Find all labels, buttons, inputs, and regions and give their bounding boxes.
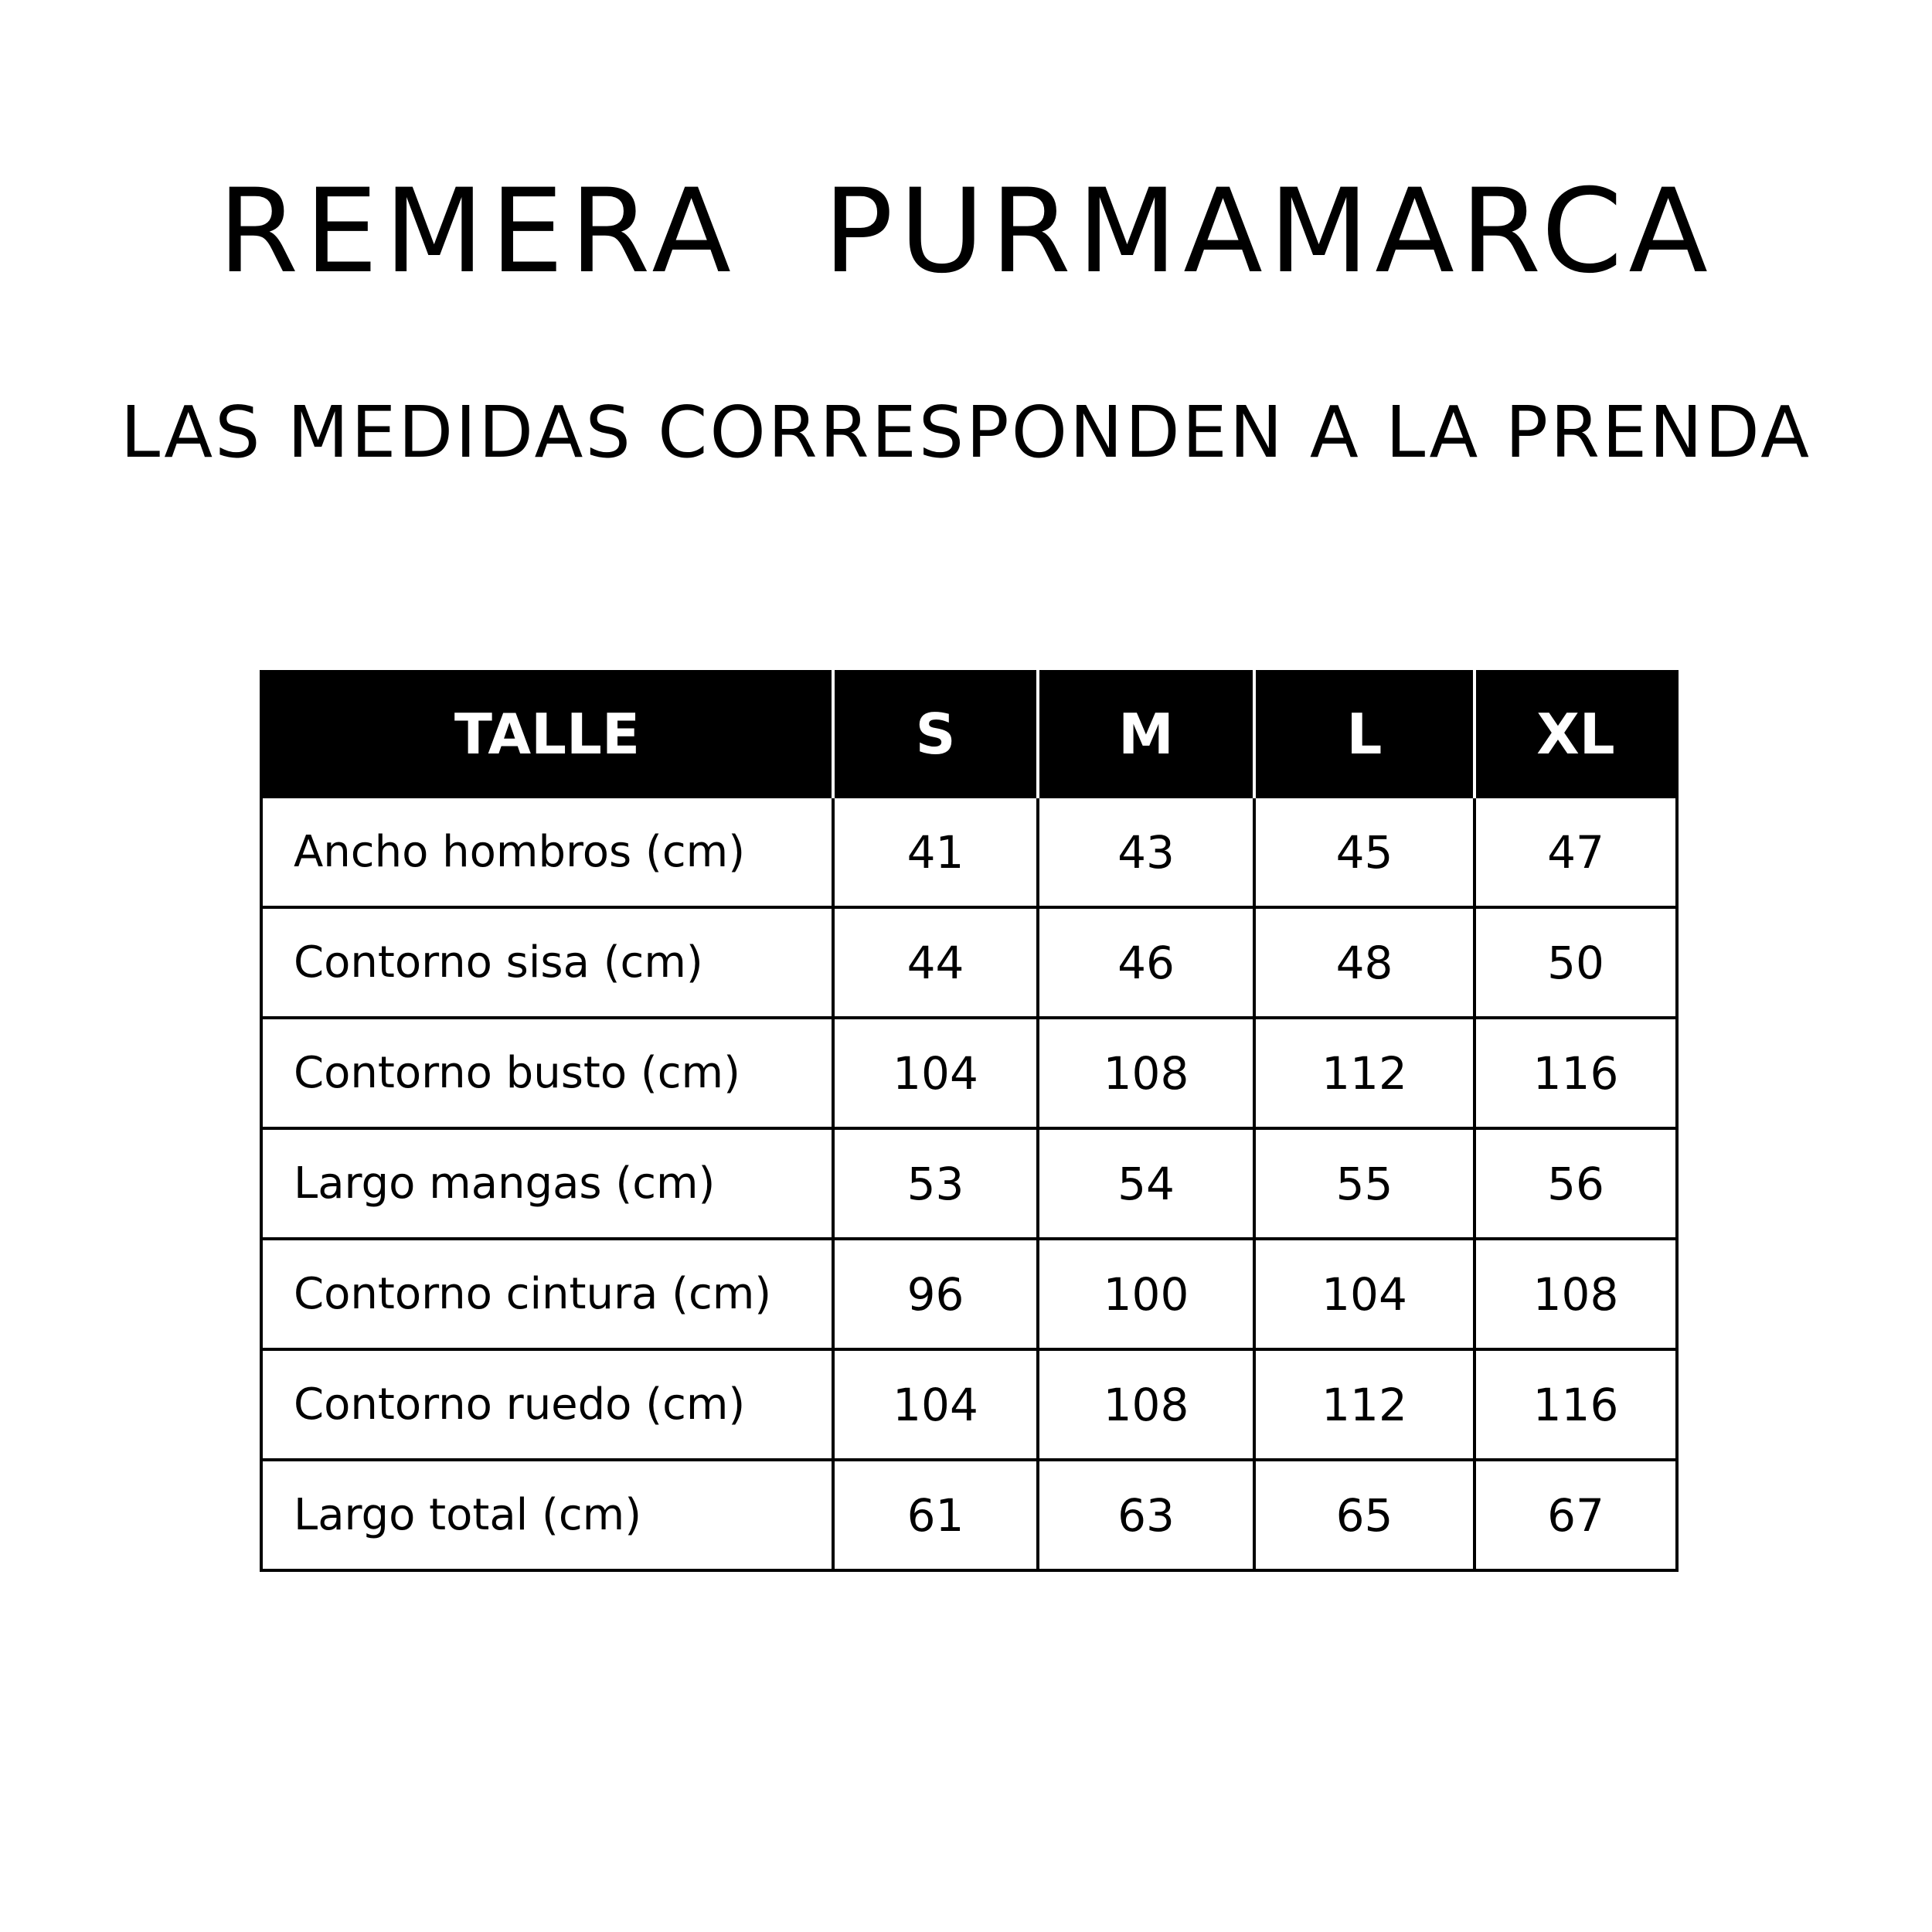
cell-value: 45 [1254, 797, 1475, 907]
cell-value: 48 [1254, 907, 1475, 1018]
cell-value: 116 [1475, 1349, 1677, 1460]
cell-value: 108 [1475, 1239, 1677, 1349]
table-header-row [261, 672, 1677, 797]
cell-value: 46 [1038, 907, 1254, 1018]
cell-value: 108 [1038, 1018, 1254, 1128]
header-size-xl: XL [1475, 672, 1677, 797]
cell-value: 104 [833, 1018, 1038, 1128]
table-row [261, 1128, 1677, 1239]
row-label: Contorno busto (cm) [261, 1018, 833, 1128]
header-size-s: S [833, 672, 1038, 797]
cell-value: 50 [1475, 907, 1677, 1018]
header-talle: TALLE [261, 672, 833, 797]
row-label: Ancho hombros (cm) [261, 797, 833, 907]
cell-value: 104 [1254, 1239, 1475, 1349]
row-label: Largo total (cm) [261, 1460, 833, 1570]
cell-value: 112 [1254, 1349, 1475, 1460]
table-row [261, 797, 1677, 907]
cell-value: 43 [1038, 797, 1254, 907]
table-row [261, 1018, 1677, 1128]
table-row [261, 1349, 1677, 1460]
cell-value: 108 [1038, 1349, 1254, 1460]
cell-value: 63 [1038, 1460, 1254, 1570]
table-row [261, 1460, 1677, 1570]
page-title: REMERA PURMAMARCA [218, 165, 1714, 299]
cell-value: 67 [1475, 1460, 1677, 1570]
page-subtitle: LAS MEDIDAS CORRESPONDEN A LA PRENDA [120, 391, 1812, 474]
table-row [261, 907, 1677, 1018]
row-label: Contorno sisa (cm) [261, 907, 833, 1018]
cell-value: 54 [1038, 1128, 1254, 1239]
header-size-l: L [1254, 672, 1475, 797]
cell-value: 104 [833, 1349, 1038, 1460]
cell-value: 56 [1475, 1128, 1677, 1239]
table-row [261, 1239, 1677, 1349]
row-label: Largo mangas (cm) [261, 1128, 833, 1239]
cell-value: 61 [833, 1460, 1038, 1570]
cell-value: 112 [1254, 1018, 1475, 1128]
header-size-m: M [1038, 672, 1254, 797]
size-chart-table [260, 670, 1679, 1572]
cell-value: 65 [1254, 1460, 1475, 1570]
cell-value: 96 [833, 1239, 1038, 1349]
cell-value: 116 [1475, 1018, 1677, 1128]
cell-value: 53 [833, 1128, 1038, 1239]
cell-value: 55 [1254, 1128, 1475, 1239]
row-label: Contorno ruedo (cm) [261, 1349, 833, 1460]
cell-value: 44 [833, 907, 1038, 1018]
cell-value: 100 [1038, 1239, 1254, 1349]
row-label: Contorno cintura (cm) [261, 1239, 833, 1349]
cell-value: 47 [1475, 797, 1677, 907]
cell-value: 41 [833, 797, 1038, 907]
